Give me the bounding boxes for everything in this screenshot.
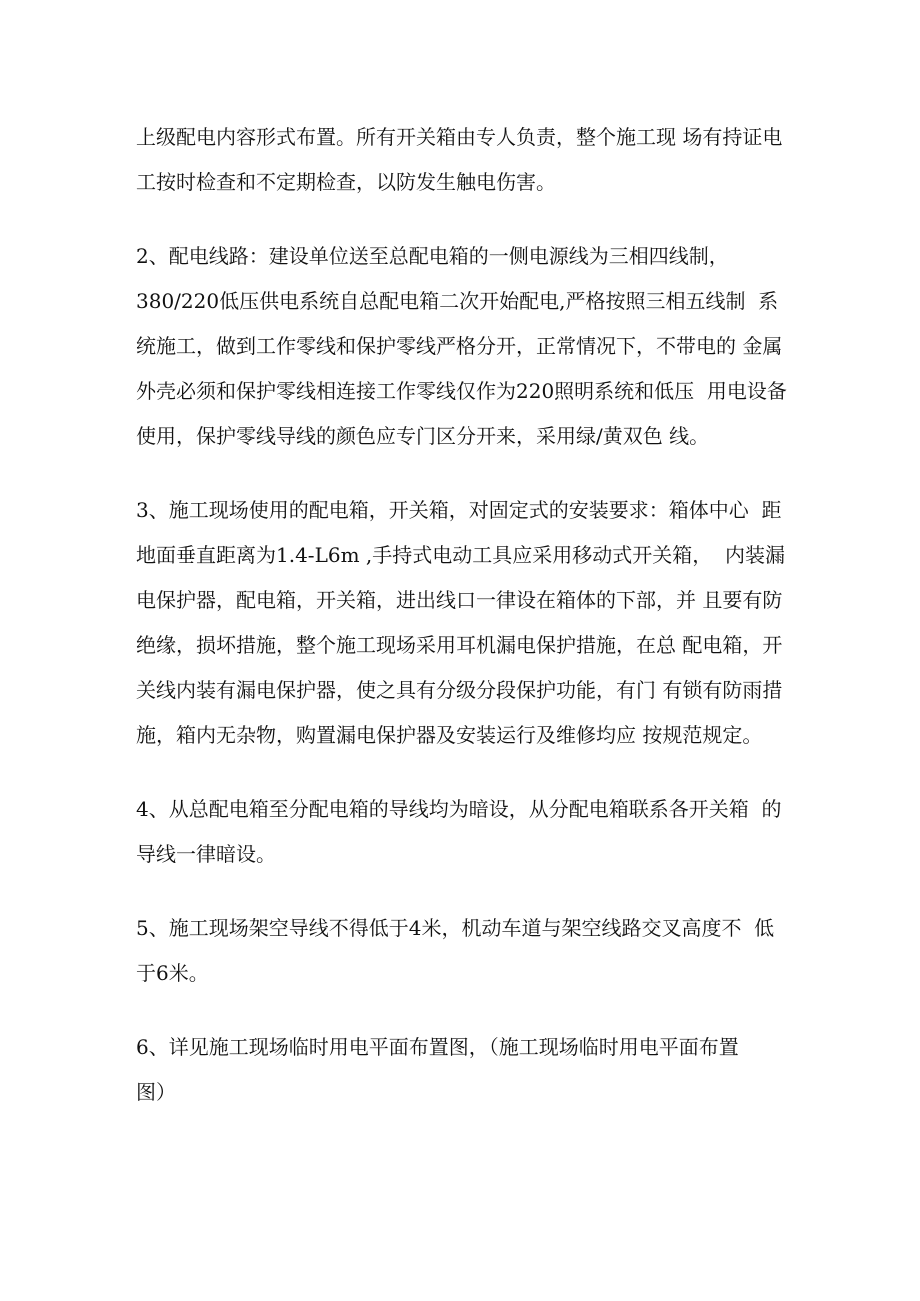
text-line: 上级配电内容形式布置。所有开关箱由专人负责，整个施工现 场有持证电 — [136, 125, 783, 149]
text-line: 施，箱内无杂物，购置漏电保护器及安装运行及维修均应 按规范规定。 — [136, 723, 763, 747]
text-line: 于6米。 — [136, 961, 209, 985]
paragraph-6 — [136, 1025, 796, 1115]
text-line: 电保护器，配电箱，开关箱，进出线口一律设在箱体的下部，并 且要有防 — [136, 588, 783, 612]
text-line: 5、施工现场架空导线不得低于4米，机动车道与架空线路交叉高度不 低 — [136, 916, 775, 940]
text-line: 380/220低压供电系统自总配电箱二次开始配电,严格按照三相五线制 系 — [136, 289, 779, 313]
document-body — [136, 115, 796, 1144]
text-line: 绝缘，损坏措施，整个施工现场采用耳机漏电保护措施，在总 配电箱，开 — [136, 633, 783, 657]
text-line: 3、施工现场使用的配电箱，开关箱，对固定式的安装要求：箱体中心 距 — [136, 498, 782, 522]
paragraph-4 — [136, 787, 796, 877]
text-line: 关线内装有漏电保护器，使之具有分级分段保护功能，有门 有锁有防雨措 — [136, 678, 783, 702]
text-line: 2、配电线路：建设单位送至总配电箱的一侧电源线为三相四线制， — [136, 244, 729, 268]
text-line: 6、详见施工现场临时用电平面布置图，（施工现场临时用电平面布置 — [136, 1035, 739, 1059]
text-line: 统施工，做到工作零线和保护零线严格分开，正常情况下，不带电的 金属 — [136, 334, 783, 358]
text-line: 图） — [136, 1080, 176, 1104]
text-line: 地面垂直距离为1.4-L6m ,手持式电动工具应采用移动式开关箱， 内装漏 — [136, 543, 785, 567]
paragraph-1 — [136, 115, 796, 205]
text-line: 导线一律暗设。 — [136, 842, 276, 866]
text-line: 使用，保护零线导线的颜色应专门区分开来，采用绿/黄双色 线。 — [136, 424, 710, 448]
text-line: 工按时检查和不定期检查，以防发生触电伤害。 — [136, 170, 556, 194]
paragraph-3 — [136, 488, 796, 758]
text-line: 外壳必须和保护零线相连接工作零线仅作为220照明系统和低压 用电设备 — [136, 379, 787, 403]
paragraph-2 — [136, 234, 796, 459]
text-line: 4、从总配电箱至分配电箱的导线均为暗设，从分配电箱联系各开关箱 的 — [136, 797, 782, 821]
paragraph-5 — [136, 906, 796, 996]
